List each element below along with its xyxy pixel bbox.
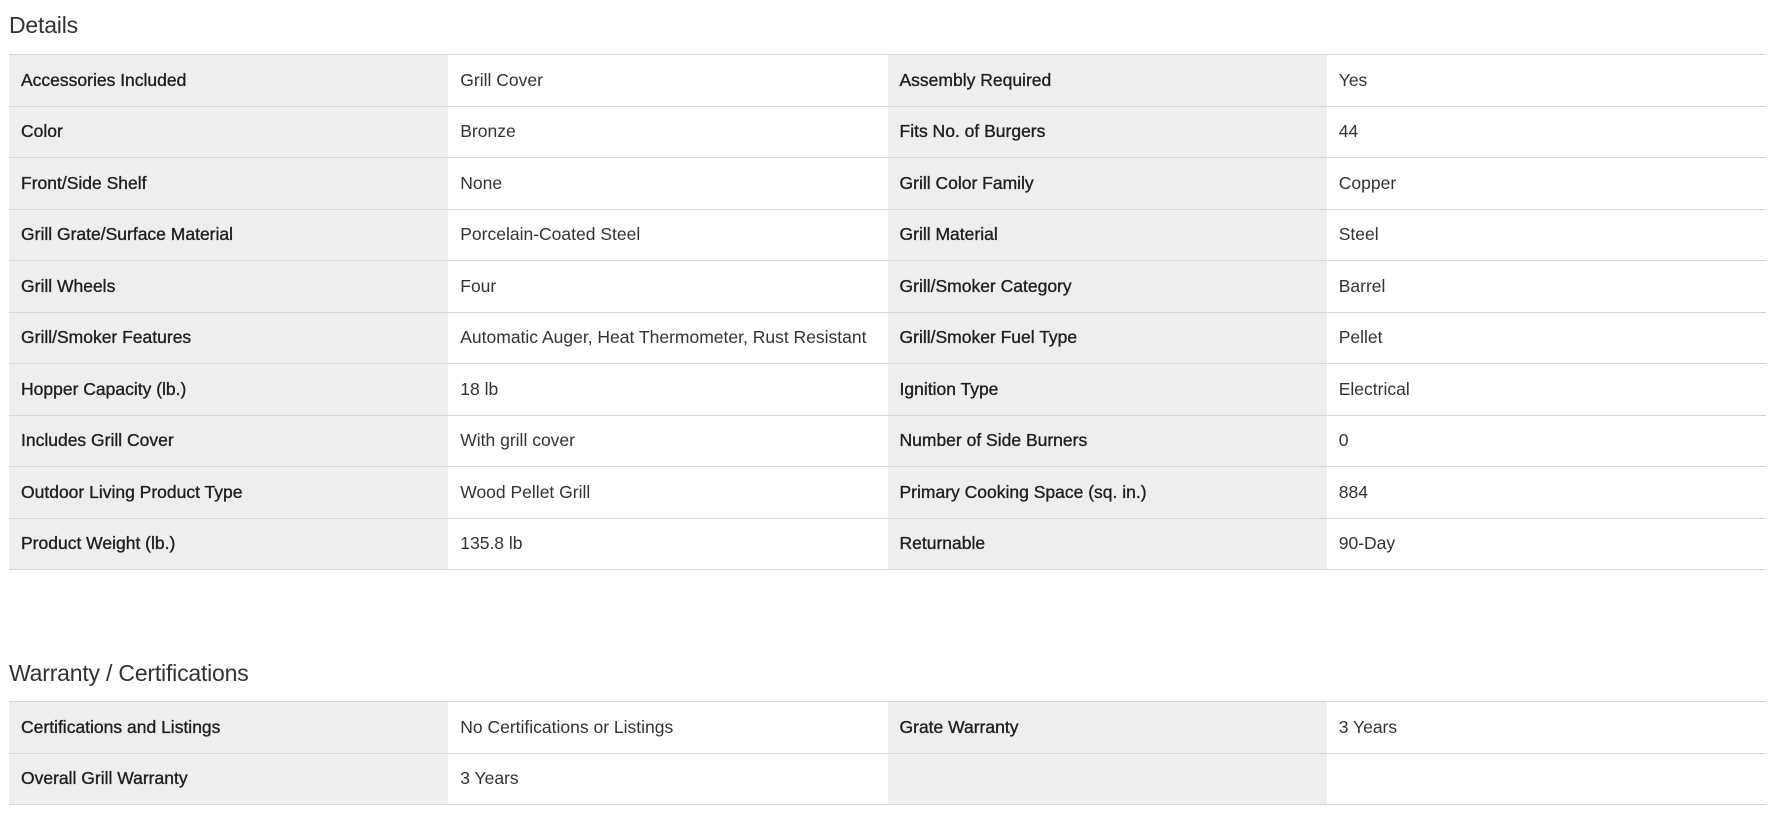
spec-label: Grill/Smoker Features bbox=[9, 312, 448, 364]
spec-value: Wood Pellet Grill bbox=[448, 467, 887, 519]
spec-label: Accessories Included bbox=[9, 55, 448, 107]
table-row bbox=[9, 209, 1766, 261]
spec-value: Grill Cover bbox=[448, 55, 887, 107]
spec-value: Pellet bbox=[1327, 312, 1766, 364]
spec-value: 135.8 lb bbox=[448, 518, 887, 570]
spec-label: Assembly Required bbox=[888, 55, 1327, 107]
spec-value: With grill cover bbox=[448, 415, 887, 467]
spec-label: Grill/Smoker Category bbox=[888, 261, 1327, 313]
spec-label: Fits No. of Burgers bbox=[888, 106, 1327, 158]
spec-value: Copper bbox=[1327, 158, 1766, 210]
spec-label: Certifications and Listings bbox=[9, 702, 448, 754]
table-row bbox=[9, 106, 1766, 158]
spec-value: Barrel bbox=[1327, 261, 1766, 313]
spec-value: 3 Years bbox=[1327, 702, 1766, 754]
table-row bbox=[9, 312, 1766, 364]
warranty-table bbox=[9, 701, 1766, 805]
spec-value: 884 bbox=[1327, 467, 1766, 519]
spec-label: Grill Color Family bbox=[888, 158, 1327, 210]
spec-label: Outdoor Living Product Type bbox=[9, 467, 448, 519]
spec-value: Porcelain-Coated Steel bbox=[448, 209, 887, 261]
details-table bbox=[9, 54, 1766, 570]
table-row bbox=[9, 261, 1766, 313]
spec-label: Hopper Capacity (lb.) bbox=[9, 364, 448, 416]
spec-value bbox=[1327, 753, 1766, 805]
spec-label: Includes Grill Cover bbox=[9, 415, 448, 467]
table-row bbox=[9, 364, 1766, 416]
spec-value: 0 bbox=[1327, 415, 1766, 467]
spec-value: Four bbox=[448, 261, 887, 313]
spec-value: Steel bbox=[1327, 209, 1766, 261]
spec-label bbox=[888, 753, 1327, 805]
spec-value: 90-Day bbox=[1327, 518, 1766, 570]
spec-label: Front/Side Shelf bbox=[9, 158, 448, 210]
spec-value: None bbox=[448, 158, 887, 210]
spec-label: Number of Side Burners bbox=[888, 415, 1327, 467]
spec-value: 44 bbox=[1327, 106, 1766, 158]
spec-value: Electrical bbox=[1327, 364, 1766, 416]
spec-label: Color bbox=[9, 106, 448, 158]
spec-label: Grill Material bbox=[888, 209, 1327, 261]
warranty-title: Warranty / Certifications bbox=[9, 660, 249, 686]
spec-label: Grill Wheels bbox=[9, 261, 448, 313]
spec-label: Primary Cooking Space (sq. in.) bbox=[888, 467, 1327, 519]
table-row bbox=[9, 518, 1766, 570]
spec-value: Bronze bbox=[448, 106, 887, 158]
table-row bbox=[9, 753, 1766, 805]
spec-value: Yes bbox=[1327, 55, 1766, 107]
spec-label: Returnable bbox=[888, 518, 1327, 570]
table-row bbox=[9, 158, 1766, 210]
spec-label: Grill/Smoker Fuel Type bbox=[888, 312, 1327, 364]
spec-label: Overall Grill Warranty bbox=[9, 753, 448, 805]
table-row bbox=[9, 467, 1766, 519]
spec-value: 3 Years bbox=[448, 753, 887, 805]
spec-value: Automatic Auger, Heat Thermometer, Rust Resistant bbox=[448, 312, 887, 364]
table-row bbox=[9, 55, 1766, 107]
spec-label: Grate Warranty bbox=[888, 702, 1327, 754]
table-row bbox=[9, 702, 1766, 754]
table-row bbox=[9, 415, 1766, 467]
details-title: Details bbox=[9, 12, 78, 38]
spec-label: Grill Grate/Surface Material bbox=[9, 209, 448, 261]
spec-value: No Certifications or Listings bbox=[448, 702, 887, 754]
spec-label: Product Weight (lb.) bbox=[9, 518, 448, 570]
spec-label: Ignition Type bbox=[888, 364, 1327, 416]
spec-value: 18 lb bbox=[448, 364, 887, 416]
